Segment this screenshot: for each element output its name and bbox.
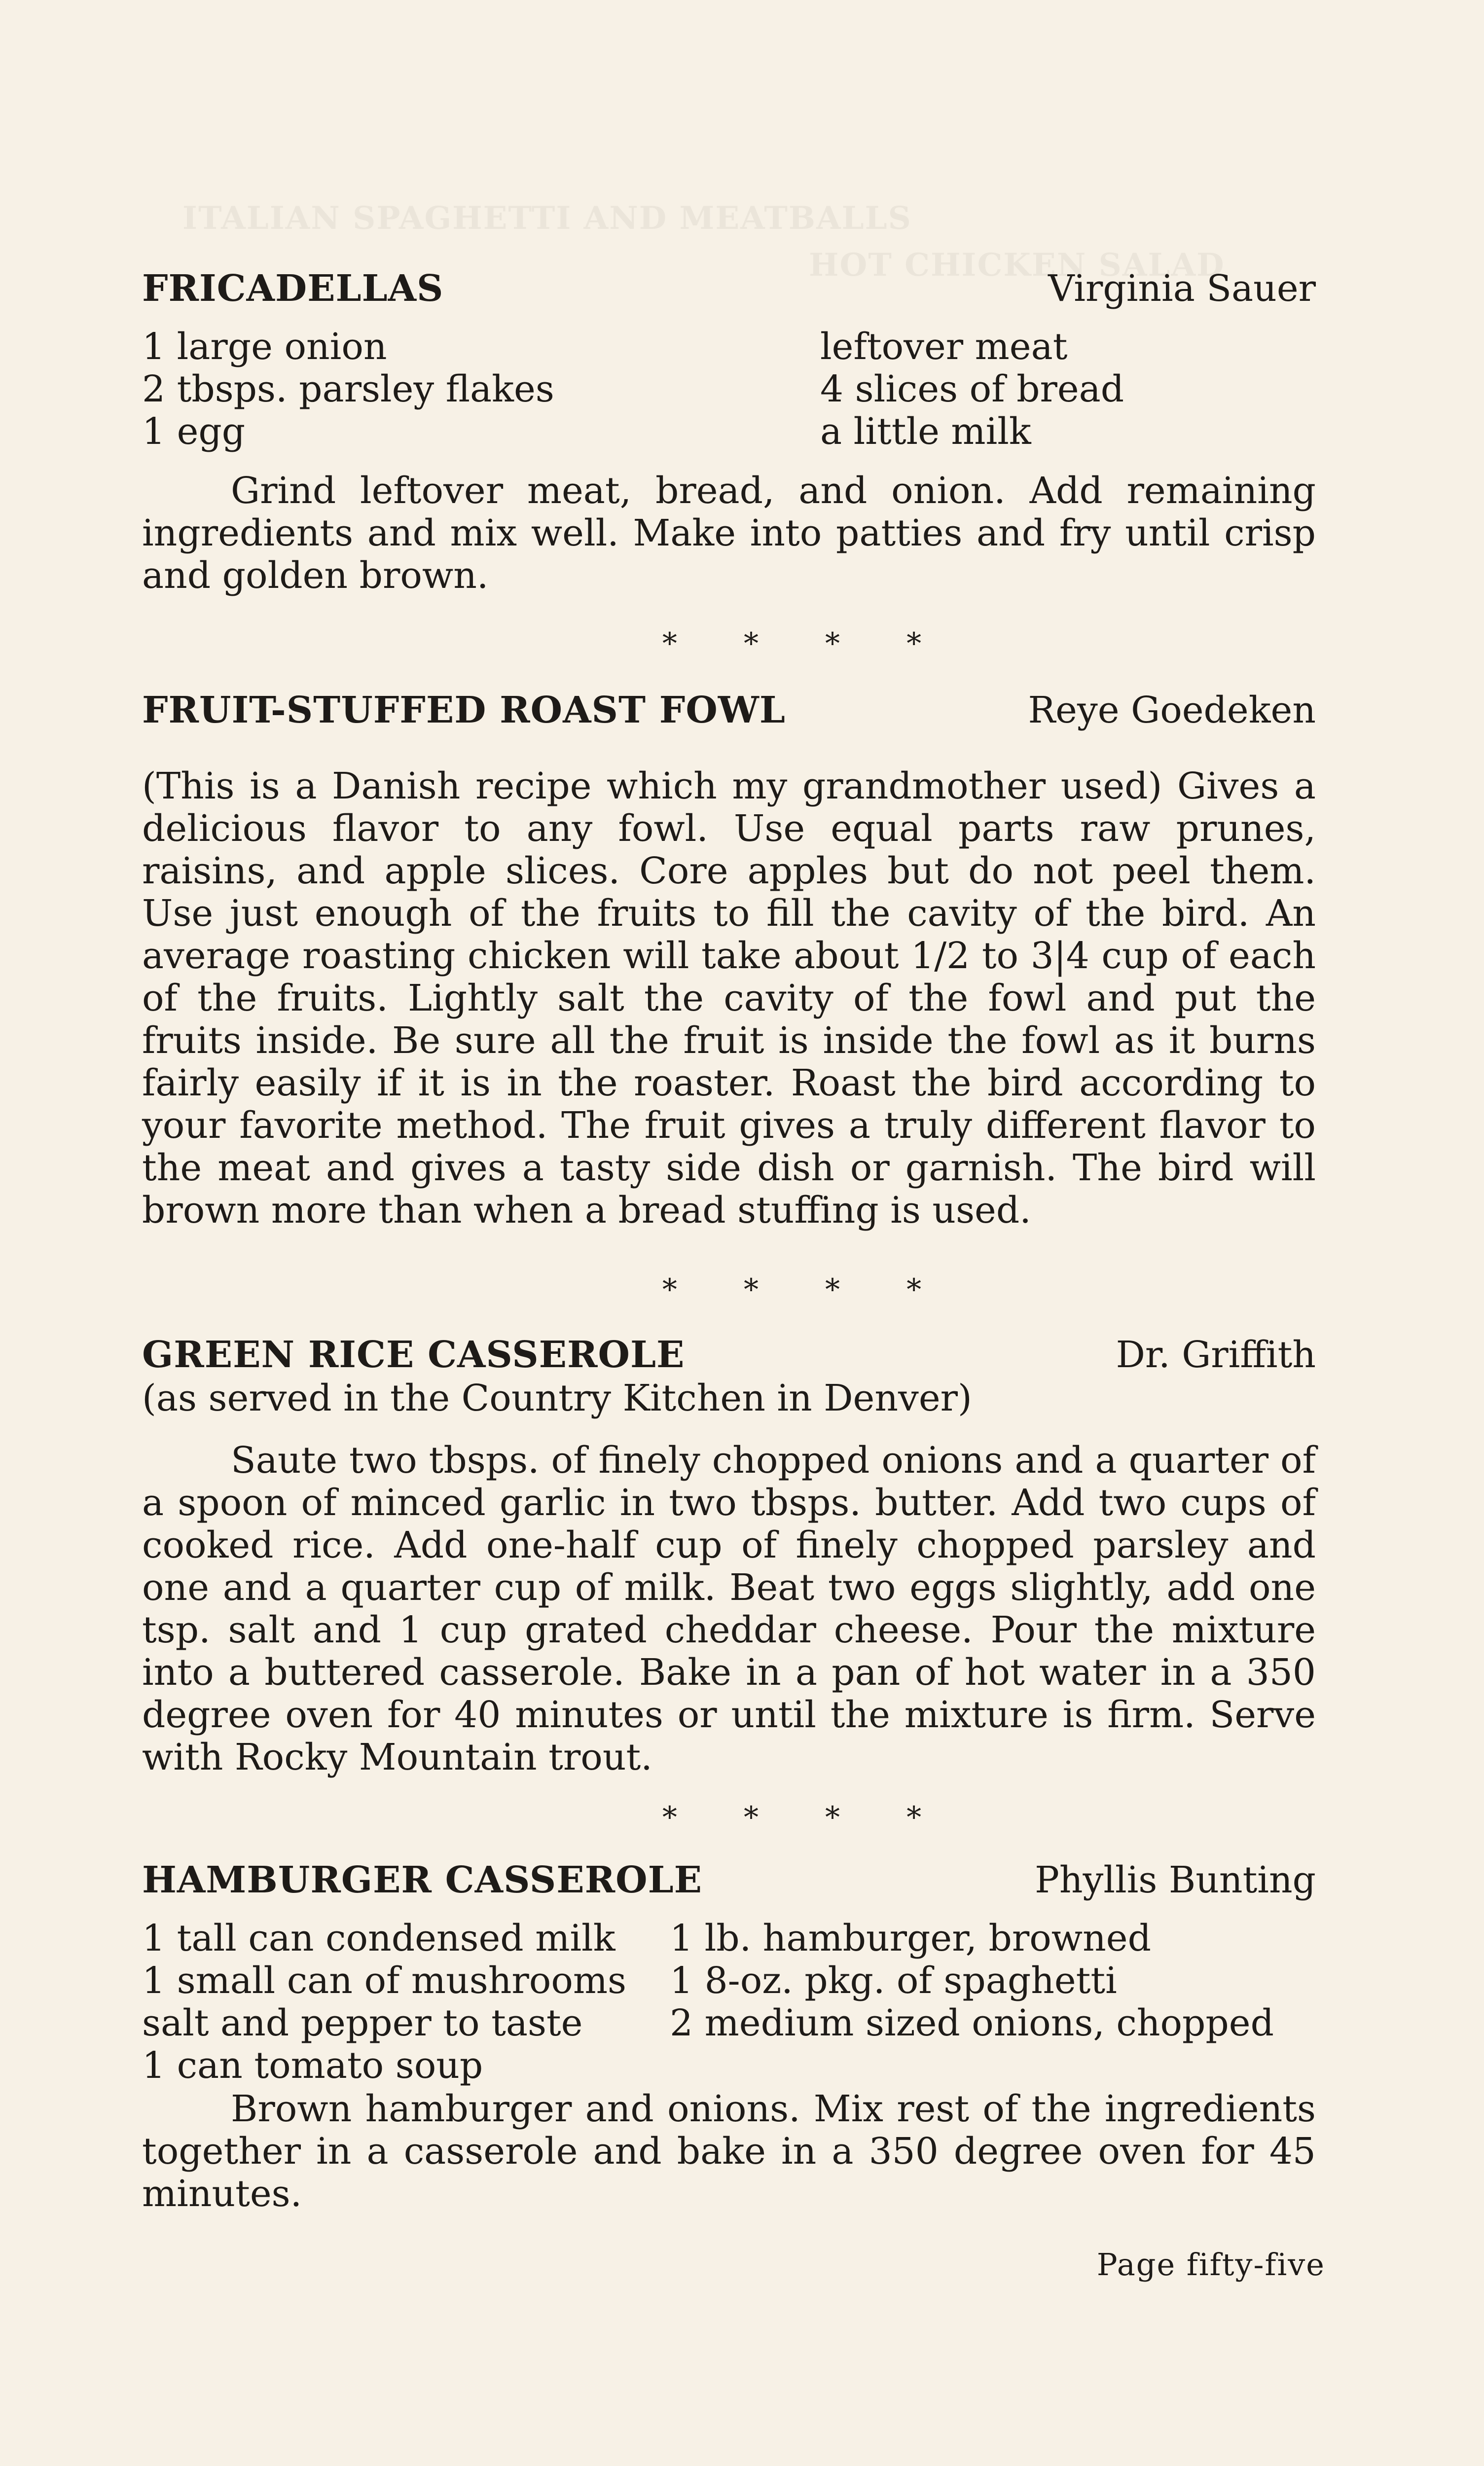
recipe-green-rice-casserole [142, 1333, 1316, 1778]
ingredient: 2 tbsps. parsley flakes [142, 368, 554, 410]
ingredient: a little milk [820, 410, 1031, 453]
ingredient: 4 slices of bread [820, 368, 1124, 410]
recipe-directions: (This is a Danish recipe which my grandmother used) Gives a delicious flavor to any fowl. Use equal parts raw prunes, raisins, and apple slices. Core apples but do not peel them. Use just enough of the fruits to fill the cavity of the bird. An average roasting chicken will take about 1/2 to 3|4 cup of each of the fruits. Lightly salt the cavity of the fowl and put the fruits inside. Be sure all the fruit is inside the fowl as it burns fairly easily if it is in the roaster. Roast the bird according to your favorite method. The fruit gives a truly different flavor to the meat and gives a tasty side dish or garnish. The bird will brown more than when a bread stuffing is used. [142, 765, 1316, 1232]
page-number: Page fifty-five [1096, 2247, 1325, 2283]
bleed-through-heading: HOT CHICKEN SALAD [809, 247, 1225, 284]
recipe-title: GREEN RICE CASSEROLE [142, 1334, 685, 1376]
ingredient-list [142, 326, 1316, 453]
recipe-fruit-stuffed-roast-fowl [142, 688, 1316, 1232]
ingredient: 1 tall can condensed milk [142, 1917, 615, 1959]
recipe-author: Phyllis Bunting [1035, 1859, 1316, 1901]
recipe-fricadellas [142, 266, 1316, 597]
recipe-title: FRUIT-STUFFED ROAST FOWL [142, 689, 786, 731]
recipe-directions: Saute two tbsps. of finely chopped onions and a quarter of a spoon of minced garlic in two tbsps. butter. Add two cups of cooked rice. Add one-half cup of finely chopped parsley and one and a quarter cup of milk. Beat two eggs slightly, add one tsp. salt and 1 cup grated cheddar cheese. Pour the mixture into a buttered casserole. Bake in a pan of hot water in a 350 degree oven for 40 minutes or until the mixture is firm. Serve with Rocky Mountain trout. [142, 1439, 1316, 1778]
ingredient: 1 can tomato soup [142, 2044, 483, 2087]
ingredient [670, 2044, 1316, 2087]
separator: * * * * [662, 626, 950, 661]
recipe-hamburger-casserole [142, 1858, 1316, 2215]
ingredient: 1 small can of mushrooms [142, 1959, 627, 2002]
recipe-subtitle: (as served in the Country Kitchen in Denver) [142, 1377, 972, 1419]
ingredient: 1 8-oz. pkg. of spaghetti [670, 1959, 1117, 2002]
recipe-directions: Grind leftover meat, bread, and onion. Add remaining ingredients and mix well. Make into patties and fry until crisp and golden brown. [142, 470, 1316, 597]
recipe-header [142, 1333, 1316, 1377]
ingredient: salt and pepper to taste [142, 2002, 583, 2044]
ingredient: 1 egg [142, 410, 246, 453]
bleed-through-title: ITALIAN SPAGHETTI AND MEATBALLS [182, 200, 912, 237]
ingredient: 2 medium sized onions, chopped [670, 2002, 1274, 2044]
ingredient-list [142, 1917, 1316, 2087]
recipe-author: Virginia Sauer [1048, 267, 1316, 310]
ingredient: leftover meat [820, 326, 1068, 368]
recipe-title: FRICADELLAS [142, 267, 444, 310]
recipe-directions: Brown hamburger and onions. Mix rest of the ingredients together in a casserole and bake in a 350 degree oven for 45 minutes. [142, 2088, 1316, 2215]
recipe-header [142, 266, 1316, 311]
separator: * * * * [662, 1272, 950, 1307]
recipe-header [142, 1858, 1316, 1902]
ingredient: 1 lb. hamburger, browned [670, 1917, 1151, 1959]
recipe-header [142, 688, 1316, 732]
recipe-author: Reye Goedeken [1028, 689, 1316, 731]
ingredient: 1 large onion [142, 326, 387, 368]
separator: * * * * [662, 1800, 950, 1835]
recipe-author: Dr. Griffith [1116, 1334, 1316, 1376]
recipe-title: HAMBURGER CASSEROLE [142, 1859, 703, 1901]
